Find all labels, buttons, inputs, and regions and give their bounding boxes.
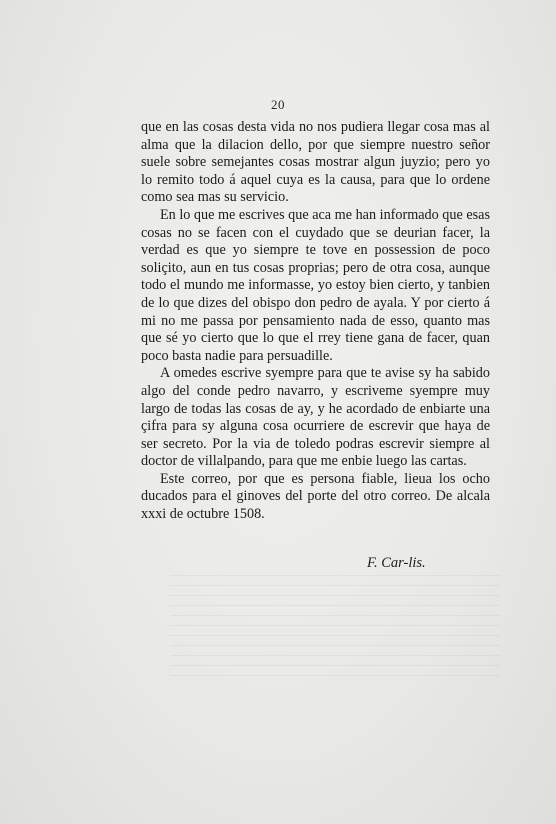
bleed-through-texture <box>170 575 500 685</box>
paragraph-2: En lo que me escrives que aca me han informado que esas cosas no se facen con el cuydado que se deurian facer, la verdad es que yo siempre te tove en possession de poco soliçito, aun en tus cosas proprias; pero de otra cosa, aunque todo el mundo me informasse, yo estoy bien cierto, y tanbien de lo que dizes del obispo don pedro de ayala. Y por cierto á mi no me passa por pensamiento nada de esso, quanto mas que sé yo cierto que lo que el rrey tiene gana de facer, quan poco basta nadie para persuadille. <box>141 206 490 364</box>
letter-body <box>141 119 490 524</box>
page-number: 20 <box>271 97 285 112</box>
signature: F. Car-lis. <box>367 555 426 571</box>
paragraph-3: A omedes escrive syempre para que te avise sy ha sabido algo del conde pedro navarro, y escriveme syempre muy largo de todas las cosas de ay, y he acordado de enbiarte una çifra para sy alguna cosa ocurriere de escrevir que haya de ser secreto. Por la via de toledo podras escrevir siempre al doctor de villalpando, para que me enbie luego las cartas. <box>141 365 490 470</box>
paragraph-4: Este correo, por que es persona fiable, lieua los ocho ducados para el ginoves del porte del otro correo. De alcala xxxi de octubre 1508. <box>141 470 490 523</box>
paragraph-1: que en las cosas desta vida no nos pudiera llegar cosa mas al alma que la dilacion dello, por que siempre nuestro señor suele sobre semejantes cosas mostrar algun juyzio; pero yo lo remito todo á aquel cuya es la causa, para que lo ordene como sea mas su servicio. <box>141 119 490 206</box>
